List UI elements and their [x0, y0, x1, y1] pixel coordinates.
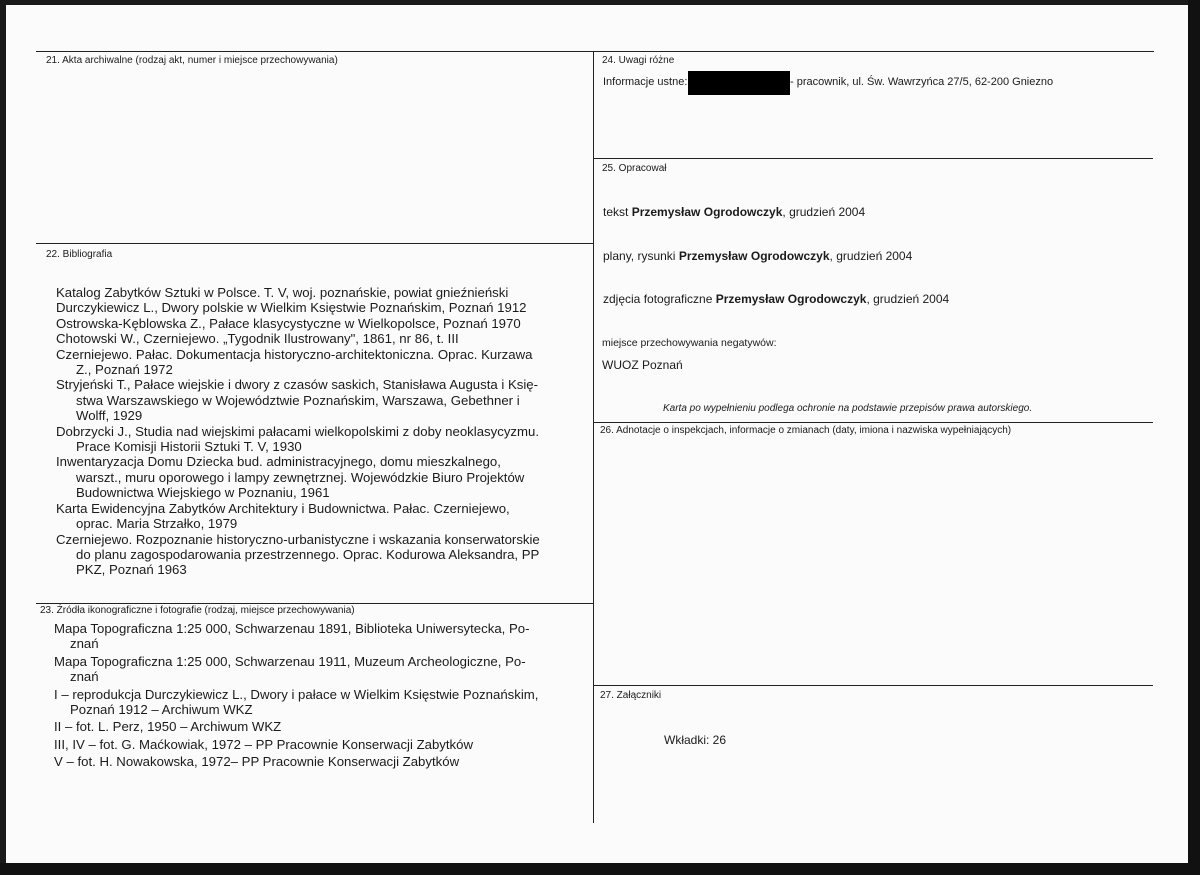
icon-entry-1: Mapa Topograficzna 1:25 000, Schwarzenau 1891, Biblioteka Uniwersytecka, Po- znań — [54, 621, 530, 652]
section-24-header: 24. Uwagi różne — [602, 55, 675, 66]
section-22-header: 22. Bibliografia — [46, 249, 113, 260]
bib-entry-1: Katalog Zabytków Sztuki w Polsce. T. V, woj. poznańskie, powiat gnieźnieński — [56, 285, 509, 300]
scan-edge-right — [1188, 0, 1200, 875]
bib-entry-2: Durczykiewicz L., Dwory polskie w Wielkim Księstwie Poznańskim, Poznań 1912 — [56, 300, 527, 316]
negatives-label: miejsce przechowywania negatywów: — [602, 337, 777, 349]
section-21-header: 21. Akta archiwalne (rodzaj akt, numer i miejsce przechowywania) — [46, 55, 338, 66]
section-23-header: 23. Źródła ikonograficzne i fotografie (rodzaj, miejsce przechowywania) — [40, 605, 355, 616]
section-25-header: 25. Opracował — [602, 163, 667, 174]
oral-info-label: Informacje ustne: — [603, 76, 688, 88]
bib-entry-7: Dobrzycki J., Studia nad wiejskimi pałacami wielkopolskimi z doby neoklasycyzmu. Prace Komisji Historii Sztuki T. V, 1930 — [56, 423, 539, 455]
bibliography-list — [56, 285, 584, 578]
rule-23 — [36, 603, 593, 604]
rule-26 — [593, 422, 1153, 423]
column-divider — [593, 51, 594, 823]
icon-entry-5: III, IV – fot. G. Maćkowiak, 1972 – PP Pracownie Konserwacji Zabytków — [54, 736, 474, 752]
copyright-note: Karta po wypełnieniu podlega ochronie na podstawie przepisów prawa autorskiego. — [663, 403, 1033, 414]
icon-entry-3: I – reprodukcja Durczykiewicz L., Dwory i pałace w Wielkim Księstwie Poznańskim, Poznań 1912 – Archiwum WKZ — [54, 686, 539, 718]
oral-info-detail: - pracownik, ul. Św. Wawrzyńca 27/5, 62-200 Gniezno — [790, 76, 1054, 88]
top-rule — [36, 51, 1154, 52]
rule-27 — [593, 685, 1153, 686]
author-text-line: tekst Przemysław Ogrodowczyk, grudzień 2004 — [603, 205, 866, 219]
bib-entry-9: Karta Ewidencyjna Zabytków Architektury i Budownictwa. Pałac. Czerniejewo, oprac. Maria Strzałko, 1979 — [56, 500, 510, 532]
bib-entry-8: Inwentaryzacja Domu Dziecka bud. administracyjnego, domu mieszkalnego, warszt., muru oporowego i lampy zewnętrznej. Wojewódzkie Biuro Projektów Budownictwa Wiejskiego w Poznaniu, 1961 — [56, 454, 525, 501]
inserts-count: Wkładki: 26 — [664, 733, 727, 747]
rule-22 — [36, 243, 593, 244]
negatives-location: WUOZ Poznań — [602, 358, 683, 372]
icon-entry-4: II – fot. L. Perz, 1950 – Archiwum WKZ — [54, 719, 282, 735]
author-photos-line: zdjęcia fotograficzne Przemysław Ogrodowczyk, grudzień 2004 — [603, 292, 950, 306]
bib-entry-5: Czerniejewo. Pałac. Dokumentacja historyczno-architektoniczna. Oprac. Kurzawa Z., Poznań 1972 — [56, 346, 533, 378]
scan-edge-bottom — [0, 863, 1200, 875]
bib-entry-3: Ostrowska-Kęblowska Z., Pałace klasycystyczne w Wielkopolsce, Poznań 1970 — [56, 315, 521, 331]
icon-entry-6: V – fot. H. Nowakowska, 1972– PP Pracownie Konserwacji Zabytków — [54, 754, 460, 770]
section-27-header: 27. Załączniki — [600, 690, 662, 701]
bib-entry-10: Czerniejewo. Rozpoznanie historyczno-urbanistyczne i wskazania konserwatorskie do planu zagospodarowania przestrzennego. Oprac. Kodurowa Aleksandra, PP PKZ, Poznań 1963 — [56, 531, 540, 578]
rule-25 — [593, 158, 1153, 159]
icon-entry-2: Mapa Topograficzna 1:25 000, Schwarzenau 1911, Muzeum Archeologiczne, Po- znań — [54, 653, 526, 685]
iconography-list — [54, 621, 584, 772]
bib-entry-6: Stryjeński T., Pałace wiejskie i dwory z czasów saskich, Stanisława Augusta i Księ- stwa Warszawskiego w Województwie Poznańskim, Warszawa, Gebethner i Wolff, 1929 — [56, 377, 539, 424]
author-plans-line: plany, rysunki Przemysław Ogrodowczyk, grudzień 2004 — [603, 249, 913, 263]
bib-entry-4: Chotowski W., Czerniejewo. „Tygodnik Ilustrowany", 1861, nr 86, t. III — [56, 331, 459, 347]
section-26-header: 26. Adnotacje o inspekcjach, informacje o zmianach (daty, imiona i nazwiska wypełniających) — [600, 425, 1012, 436]
redaction-box — [688, 71, 790, 95]
